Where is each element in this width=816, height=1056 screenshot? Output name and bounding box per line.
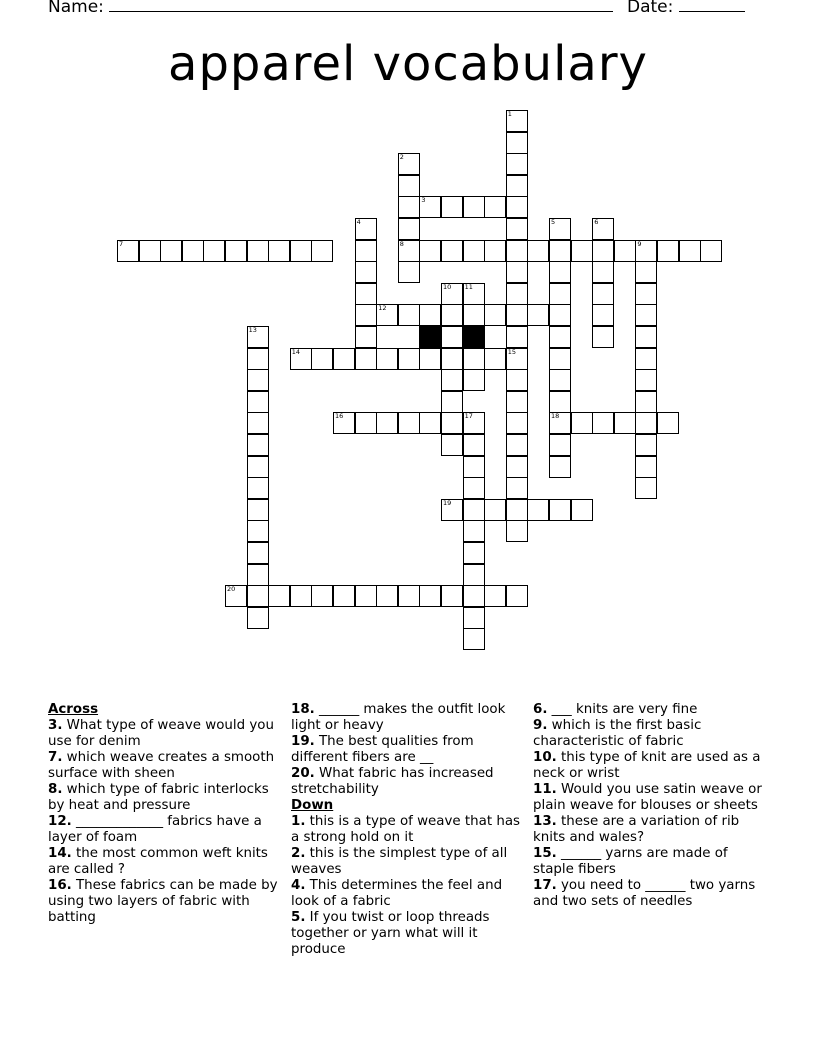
crossword-cell[interactable] xyxy=(376,304,398,326)
crossword-cell[interactable] xyxy=(635,283,657,305)
clue-label: 12. xyxy=(48,814,72,829)
clue xyxy=(291,846,529,878)
clue xyxy=(48,750,286,782)
across-heading: Across xyxy=(48,702,99,717)
crossword-cell[interactable] xyxy=(247,607,269,629)
clue-label: 9. xyxy=(533,718,548,733)
clue-label: 18. xyxy=(291,702,315,717)
clue-text: this is the simplest type of all weaves xyxy=(291,846,508,877)
crossword-cell[interactable] xyxy=(441,499,463,521)
crossword-cell[interactable] xyxy=(268,585,290,607)
crossword-cell[interactable] xyxy=(441,304,463,326)
crossword-cell[interactable] xyxy=(463,196,485,218)
crossword-cell[interactable] xyxy=(635,434,657,456)
crossword-cell[interactable] xyxy=(463,520,485,542)
crossword-cell[interactable] xyxy=(247,520,269,542)
clue-number: 6 xyxy=(594,218,599,226)
clue-text: If you twist or loop threads together or yarn what will it produce xyxy=(291,910,490,957)
crossword-cell[interactable] xyxy=(592,412,614,434)
down-clue-list-continued xyxy=(533,702,771,910)
clues-column-2 xyxy=(291,702,529,958)
clue-number: 10 xyxy=(443,282,452,291)
crossword-cell[interactable] xyxy=(506,456,528,478)
crossword-cell[interactable] xyxy=(506,348,528,370)
crossword-cell[interactable] xyxy=(592,218,614,240)
clue-number: 12 xyxy=(378,304,387,313)
down-clue-list xyxy=(291,814,529,958)
crossword-cell[interactable] xyxy=(700,240,722,262)
crossword-cell[interactable] xyxy=(506,520,528,542)
crossword-cell[interactable] xyxy=(506,218,528,240)
crossword-cell[interactable] xyxy=(506,369,528,391)
across-clue-list-continued xyxy=(291,702,529,798)
clue-number: 15 xyxy=(507,347,517,356)
black-square xyxy=(463,326,485,348)
crossword-cell[interactable] xyxy=(247,348,269,370)
clue xyxy=(533,846,771,878)
crossword-cell[interactable] xyxy=(635,240,657,262)
crossword-cell[interactable] xyxy=(355,585,377,607)
crossword-cell[interactable] xyxy=(506,110,528,132)
crossword-cell[interactable] xyxy=(160,240,182,262)
clue-label: 19. xyxy=(291,734,315,749)
crossword-cell[interactable] xyxy=(225,240,247,262)
clue-number: 13 xyxy=(248,326,257,334)
crossword-cell[interactable] xyxy=(506,240,528,262)
crossword-cell[interactable] xyxy=(290,348,312,370)
crossword-cell[interactable] xyxy=(419,304,441,326)
crossword-cell[interactable] xyxy=(398,153,420,175)
crossword-cell[interactable] xyxy=(484,304,506,326)
crossword-cell[interactable] xyxy=(614,240,636,262)
clue-number: 16 xyxy=(335,412,344,421)
crossword-cell[interactable] xyxy=(506,132,528,154)
crossword-cell[interactable] xyxy=(355,304,377,326)
clue-text: ___ knits are very fine xyxy=(547,702,698,717)
name-label: Name: xyxy=(48,0,104,17)
crossword-cell[interactable] xyxy=(268,240,290,262)
clue-label: 7. xyxy=(48,750,63,765)
crossword-cell[interactable] xyxy=(549,456,571,478)
crossword-cell[interactable] xyxy=(463,283,485,305)
crossword-cell[interactable] xyxy=(441,434,463,456)
crossword-cell[interactable] xyxy=(441,326,463,348)
crossword-cell[interactable] xyxy=(506,434,528,456)
clue xyxy=(291,814,529,846)
crossword-cell[interactable] xyxy=(419,240,441,262)
clue xyxy=(533,782,771,814)
clue-text: _____________ fabrics have a layer of foam xyxy=(48,814,262,845)
crossword-cell[interactable] xyxy=(506,261,528,283)
crossword-cell[interactable] xyxy=(549,412,571,434)
crossword-cell[interactable] xyxy=(657,412,679,434)
crossword-cell[interactable] xyxy=(376,412,398,434)
crossword-cell[interactable] xyxy=(463,585,485,607)
crossword-cell[interactable] xyxy=(398,585,420,607)
crossword-cell[interactable] xyxy=(463,369,485,391)
clue-text: These fabrics can be made by using two layers of fabric with batting xyxy=(48,878,278,925)
crossword-cell[interactable] xyxy=(635,326,657,348)
crossword-cell[interactable] xyxy=(355,261,377,283)
clue-number: 9 xyxy=(637,239,642,248)
crossword-cell[interactable] xyxy=(419,412,441,434)
crossword-cell[interactable] xyxy=(398,412,420,434)
crossword-cell[interactable] xyxy=(441,348,463,370)
clue-label: 17. xyxy=(533,878,557,893)
crossword-cell[interactable] xyxy=(441,196,463,218)
crossword-cell[interactable] xyxy=(247,499,269,521)
clue-number: 19 xyxy=(443,498,452,507)
crossword-cell[interactable] xyxy=(247,326,269,348)
clue-text: which weave creates a smooth surface with sheen xyxy=(48,750,275,781)
crossword-cell[interactable] xyxy=(398,261,420,283)
date-label: Date: xyxy=(627,0,674,17)
clue xyxy=(291,910,529,958)
crossword-cell[interactable] xyxy=(506,391,528,413)
crossword-cell[interactable] xyxy=(549,304,571,326)
crossword-cell[interactable] xyxy=(441,412,463,434)
clue xyxy=(291,702,529,734)
clue xyxy=(533,702,771,718)
clue-label: 13. xyxy=(533,814,557,829)
clue-label: 1. xyxy=(291,814,306,829)
clue-text: What type of weave would you use for denim xyxy=(48,718,274,749)
crossword-cell[interactable] xyxy=(484,196,506,218)
crossword-cell[interactable] xyxy=(463,412,485,434)
crossword-cell[interactable] xyxy=(549,348,571,370)
crossword-cell[interactable] xyxy=(463,434,485,456)
crossword-cell[interactable] xyxy=(484,348,506,370)
clue-number: 17 xyxy=(464,412,473,421)
crossword-cell[interactable] xyxy=(549,261,571,283)
clue xyxy=(48,878,286,926)
crossword-cell[interactable] xyxy=(311,240,333,262)
crossword-cell[interactable] xyxy=(355,218,377,240)
crossword-cell[interactable] xyxy=(527,499,549,521)
crossword-cell[interactable] xyxy=(506,477,528,499)
crossword-cell[interactable] xyxy=(355,240,377,262)
clue-text: this type of knit are used as a neck or wrist xyxy=(533,750,761,781)
crossword-cell[interactable] xyxy=(441,240,463,262)
crossword-cell[interactable] xyxy=(398,240,420,262)
clue xyxy=(533,718,771,750)
crossword-cell[interactable] xyxy=(333,412,355,434)
crossword-cell[interactable] xyxy=(463,628,485,650)
clue-label: 11. xyxy=(533,782,557,797)
crossword-cell[interactable] xyxy=(549,283,571,305)
crossword-cell[interactable] xyxy=(333,348,355,370)
clue-label: 15. xyxy=(533,846,557,861)
clue-number: 5 xyxy=(551,218,556,226)
crossword-cell[interactable] xyxy=(506,326,528,348)
crossword-cell[interactable] xyxy=(463,499,485,521)
crossword-cell[interactable] xyxy=(355,412,377,434)
crossword-cell[interactable] xyxy=(635,369,657,391)
crossword-cell[interactable] xyxy=(463,607,485,629)
crossword-cell[interactable] xyxy=(247,391,269,413)
clue-label: 8. xyxy=(48,782,63,797)
clue xyxy=(48,846,286,878)
crossword-cell[interactable] xyxy=(398,304,420,326)
clue-number: 11 xyxy=(464,282,473,291)
clue-number: 1 xyxy=(507,110,512,118)
crossword-cell[interactable] xyxy=(506,412,528,434)
crossword-cell[interactable] xyxy=(419,585,441,607)
crossword-cell[interactable] xyxy=(549,326,571,348)
crossword-cell[interactable] xyxy=(463,456,485,478)
clue-label: 16. xyxy=(48,878,72,893)
clue xyxy=(533,814,771,846)
crossword-cell[interactable] xyxy=(311,585,333,607)
clue-number: 4 xyxy=(356,218,361,226)
crossword-cell[interactable] xyxy=(355,326,377,348)
clue-number: 18 xyxy=(551,412,560,421)
page-title: apparel vocabulary xyxy=(168,36,648,92)
crossword-cell[interactable] xyxy=(117,240,139,262)
clue xyxy=(48,718,286,750)
crossword-cell[interactable] xyxy=(139,240,161,262)
clue-text: The best qualities from different fibers are __ xyxy=(291,734,474,765)
crossword-cell[interactable] xyxy=(635,391,657,413)
clue-text: these are a variation of rib knits and wales? xyxy=(533,814,740,845)
crossword-cell[interactable] xyxy=(247,542,269,564)
crossword-cell[interactable] xyxy=(441,585,463,607)
clue-text: this is a type of weave that has a strong hold on it xyxy=(291,814,521,845)
clue-label: 4. xyxy=(291,878,306,893)
crossword-cell[interactable] xyxy=(441,283,463,305)
crossword-cell[interactable] xyxy=(311,348,333,370)
crossword-cell[interactable] xyxy=(549,240,571,262)
clue-number: 3 xyxy=(421,196,426,205)
crossword-cell[interactable] xyxy=(419,348,441,370)
clue-number: 20 xyxy=(227,585,236,594)
black-square xyxy=(419,326,441,348)
crossword-cell[interactable] xyxy=(484,499,506,521)
crossword-cell[interactable] xyxy=(506,196,528,218)
clue-text: which is the first basic characteristic of fabric xyxy=(533,718,702,749)
clue xyxy=(48,782,286,814)
crossword-cell[interactable] xyxy=(355,283,377,305)
crossword-cell[interactable] xyxy=(592,261,614,283)
crossword-cell[interactable] xyxy=(398,218,420,240)
crossword-cell[interactable] xyxy=(592,304,614,326)
crossword-cell[interactable] xyxy=(463,564,485,586)
clue-label: 3. xyxy=(48,718,63,733)
crossword-cell[interactable] xyxy=(592,240,614,262)
crossword-cell[interactable] xyxy=(247,412,269,434)
clue-number: 8 xyxy=(399,239,404,248)
clue-text: Would you use satin weave or plain weave for blouses or sheets xyxy=(533,782,762,813)
crossword-cell[interactable] xyxy=(463,304,485,326)
clue-text: This determines the feel and look of a fabric xyxy=(291,878,503,909)
crossword-cell[interactable] xyxy=(635,261,657,283)
clue-label: 20. xyxy=(291,766,315,781)
crossword-cell[interactable] xyxy=(506,175,528,197)
crossword-cell[interactable] xyxy=(614,412,636,434)
clue-label: 6. xyxy=(533,702,548,717)
crossword-cell[interactable] xyxy=(549,391,571,413)
crossword-cell[interactable] xyxy=(506,153,528,175)
clue-label: 5. xyxy=(291,910,306,925)
crossword-cell[interactable] xyxy=(333,585,355,607)
crossword-cell[interactable] xyxy=(290,585,312,607)
crossword-cell[interactable] xyxy=(247,434,269,456)
clue-number: 2 xyxy=(399,153,404,162)
crossword-cell[interactable] xyxy=(592,326,614,348)
crossword-cell[interactable] xyxy=(419,196,441,218)
crossword-cell[interactable] xyxy=(225,585,247,607)
crossword-cell[interactable] xyxy=(463,542,485,564)
crossword-cell[interactable] xyxy=(376,585,398,607)
crossword-cell[interactable] xyxy=(549,499,571,521)
crossword-cell[interactable] xyxy=(463,477,485,499)
clue xyxy=(291,734,529,766)
clue-text: What fabric has increased stretchability xyxy=(291,766,494,797)
clue-text: you need to ______ two yarns and two sets of needles xyxy=(533,878,756,909)
clue-text: the most common weft knits are called ? xyxy=(48,846,268,877)
crossword-cell[interactable] xyxy=(182,240,204,262)
crossword-cell[interactable] xyxy=(549,434,571,456)
clue-number: 7 xyxy=(119,239,124,248)
clue xyxy=(291,878,529,910)
crossword-cell[interactable] xyxy=(635,456,657,478)
clue-text: ______ yarns are made of staple fibers xyxy=(533,846,728,877)
crossword-cell[interactable] xyxy=(398,196,420,218)
clue-label: 14. xyxy=(48,846,72,861)
crossword-cell[interactable] xyxy=(571,499,593,521)
crossword-cell[interactable] xyxy=(506,585,528,607)
clues-column-1 xyxy=(48,702,286,926)
crossword-cell[interactable] xyxy=(247,585,269,607)
crossword-cell[interactable] xyxy=(506,499,528,521)
clue-number: 14 xyxy=(291,347,301,356)
crossword-cell[interactable] xyxy=(290,240,312,262)
crossword-cell[interactable] xyxy=(635,304,657,326)
crossword-cell[interactable] xyxy=(484,585,506,607)
crossword-cell[interactable] xyxy=(527,304,549,326)
crossword-cell[interactable] xyxy=(463,240,485,262)
crossword-cell[interactable] xyxy=(549,218,571,240)
down-heading: Down xyxy=(291,798,334,813)
clue xyxy=(533,878,771,910)
crossword-cell[interactable] xyxy=(635,348,657,370)
across-clue-list xyxy=(48,718,286,926)
clue xyxy=(48,814,286,846)
clue-label: 10. xyxy=(533,750,557,765)
crossword-cell[interactable] xyxy=(203,240,225,262)
crossword-cell[interactable] xyxy=(527,240,549,262)
crossword-cell[interactable] xyxy=(441,391,463,413)
crossword-cell[interactable] xyxy=(484,240,506,262)
crossword-cell[interactable] xyxy=(247,240,269,262)
clue-text: which type of fabric interlocks by heat and pressure xyxy=(48,782,269,813)
crossword-cell[interactable] xyxy=(247,564,269,586)
crossword-cell[interactable] xyxy=(549,369,571,391)
crossword-cell[interactable] xyxy=(398,175,420,197)
crossword-cell[interactable] xyxy=(635,412,657,434)
clue xyxy=(291,766,529,798)
crossword-cell[interactable] xyxy=(506,304,528,326)
clue-label: 2. xyxy=(291,846,306,861)
clue-text: ______ makes the outfit look light or heavy xyxy=(291,702,506,733)
clues-column-3 xyxy=(533,702,771,910)
crossword-cell[interactable] xyxy=(657,240,679,262)
crossword-cell[interactable] xyxy=(635,477,657,499)
crossword-cell[interactable] xyxy=(506,283,528,305)
crossword-cell[interactable] xyxy=(441,369,463,391)
crossword-cell[interactable] xyxy=(398,348,420,370)
crossword-cell[interactable] xyxy=(571,412,593,434)
clue xyxy=(533,750,771,782)
crossword-cell[interactable] xyxy=(247,477,269,499)
crossword-cell[interactable] xyxy=(592,283,614,305)
crossword-cell[interactable] xyxy=(247,369,269,391)
crossword-cell[interactable] xyxy=(376,348,398,370)
crossword-cell[interactable] xyxy=(247,456,269,478)
crossword-cell[interactable] xyxy=(355,348,377,370)
crossword-cell[interactable] xyxy=(679,240,701,262)
crossword-cell[interactable] xyxy=(571,240,593,262)
crossword-cell[interactable] xyxy=(463,348,485,370)
